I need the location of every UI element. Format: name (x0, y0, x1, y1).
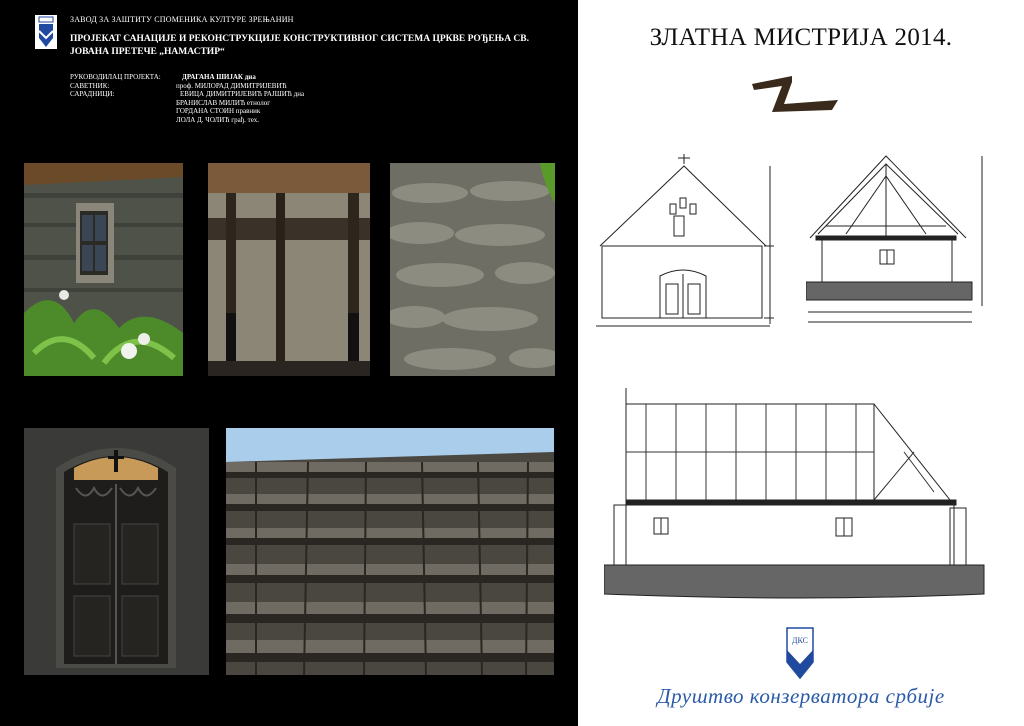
advisor-label: САВЕТНИК: (70, 81, 110, 90)
project-title-line2: ЈОВАНА ПРЕТЕЧЕ „НАМАСТИР“ (70, 47, 225, 57)
photo-wall-window (24, 163, 183, 376)
lead-label: РУКОВОДИЛАЦ ПРОЈЕКТА: (70, 73, 161, 81)
project-title (70, 33, 550, 59)
trowel-icon (752, 74, 844, 118)
role-labels (70, 73, 161, 99)
associates-label: САРАДНИЦИ: (70, 90, 115, 98)
associate-4: ЛОЛА Д. ЧОЛИЋ грађ. тех. (176, 115, 259, 124)
longitudinal-section-drawing (604, 382, 1004, 614)
associate-1: ЕВИЦА ДИМИТРИЈЕВИЋ РАЈШИЋ дна (180, 90, 305, 98)
project-advisor: проф. МИЛОРАД ДИМИТРИЈЕВИЋ (176, 81, 287, 90)
cross-section-drawing (806, 146, 1006, 332)
institution-logo (34, 14, 58, 50)
associate-3: ГОРДАНА СТОИН правник (176, 107, 261, 115)
project-lead: ДРАГАНА ШИЈАК дна (182, 73, 256, 81)
people-list (176, 73, 304, 124)
award-panel (578, 0, 1024, 726)
photo-adobe-wall (390, 163, 555, 376)
front-elevation-drawing (596, 146, 776, 332)
society-logo (783, 626, 817, 680)
award-title: ЗЛАТНА МИСТРИЈА 2014. (649, 24, 953, 51)
photo-shingle-roof (226, 428, 554, 675)
society-name: Друштво конзерватора србије (657, 684, 945, 708)
photo-interior-wall (208, 163, 370, 376)
institution-name: ЗАВОД ЗА ЗАШТИТУ СПОМЕНИКА КУЛТУРЕ ЗРЕЊАНИН (70, 15, 294, 24)
project-title-line1: ПРОЈЕКАТ САНАЦИЈЕ И РЕКОНСТРУКЦИЈЕ КОНСТРУКТИВНОГ СИСТЕМА ЦРКВЕ РОЂЕЊА СВ. (70, 34, 530, 44)
photo-church-door (24, 428, 209, 675)
associate-2: БРАНИСЛАВ МИЛИЋ етнолог (176, 98, 271, 107)
society-logo-letters: ДКС (792, 636, 808, 645)
